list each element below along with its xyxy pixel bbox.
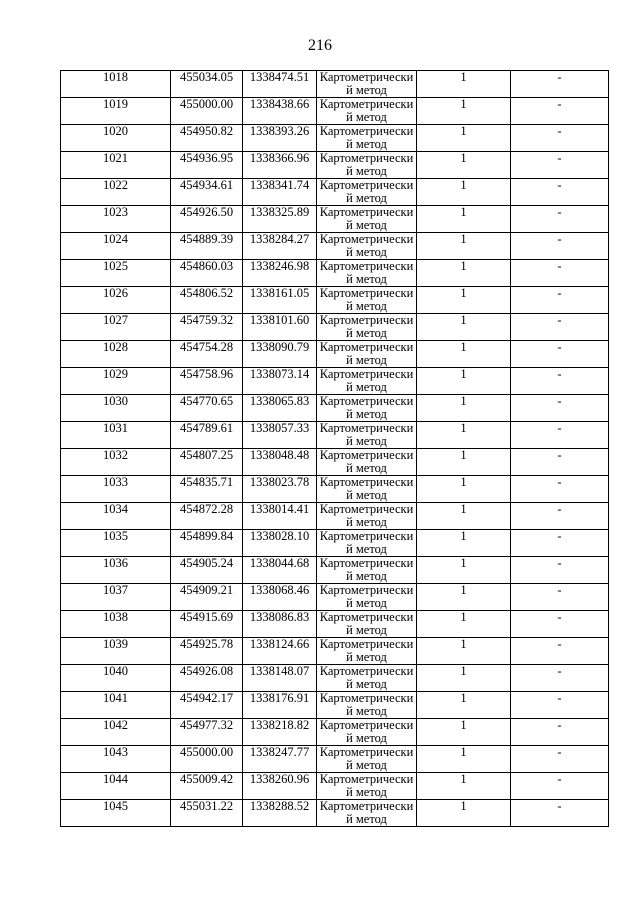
x-coordinate-cell: 454860.03 bbox=[171, 260, 243, 287]
method-text-line: й метод bbox=[346, 785, 387, 799]
method-text-line: Картометрически bbox=[319, 745, 414, 759]
table-body bbox=[61, 71, 609, 827]
table-row bbox=[61, 368, 609, 395]
method-cell bbox=[317, 503, 417, 530]
table-row bbox=[61, 125, 609, 152]
method-cell bbox=[317, 368, 417, 395]
method-text-line: й метод bbox=[346, 407, 387, 421]
method-cell bbox=[317, 611, 417, 638]
y-coordinate-cell: 1338014.41 bbox=[243, 503, 317, 530]
x-coordinate-cell: 454759.32 bbox=[171, 314, 243, 341]
description-cell: - bbox=[511, 638, 609, 665]
method-cell bbox=[317, 557, 417, 584]
point-number-cell: 1036 bbox=[61, 557, 171, 584]
x-coordinate-cell: 454770.65 bbox=[171, 395, 243, 422]
x-coordinate-cell: 455009.42 bbox=[171, 773, 243, 800]
description-cell: - bbox=[511, 287, 609, 314]
method-text-line: Картометрически bbox=[319, 637, 414, 651]
method-text-line: й метод bbox=[346, 137, 387, 151]
table-row bbox=[61, 665, 609, 692]
accuracy-cell: 1 bbox=[417, 71, 511, 98]
method-text-line: Картометрически bbox=[319, 529, 414, 543]
method-text-line: й метод bbox=[346, 731, 387, 745]
x-coordinate-cell: 454905.24 bbox=[171, 557, 243, 584]
method-text-line: й метод bbox=[346, 110, 387, 124]
description-cell: - bbox=[511, 719, 609, 746]
table-row bbox=[61, 638, 609, 665]
method-text-line: Картометрически bbox=[319, 664, 414, 678]
method-text-line: й метод bbox=[346, 461, 387, 475]
method-text-line: й метод bbox=[346, 191, 387, 205]
x-coordinate-cell: 454807.25 bbox=[171, 449, 243, 476]
x-coordinate-cell: 454806.52 bbox=[171, 287, 243, 314]
accuracy-cell: 1 bbox=[417, 692, 511, 719]
method-text-line: Картометрически bbox=[319, 286, 414, 300]
table-row bbox=[61, 692, 609, 719]
y-coordinate-cell: 1338284.27 bbox=[243, 233, 317, 260]
point-number-cell: 1025 bbox=[61, 260, 171, 287]
y-coordinate-cell: 1338148.07 bbox=[243, 665, 317, 692]
y-coordinate-cell: 1338218.82 bbox=[243, 719, 317, 746]
point-number-cell: 1027 bbox=[61, 314, 171, 341]
method-text-line: Картометрически bbox=[319, 313, 414, 327]
description-cell: - bbox=[511, 800, 609, 827]
table-row bbox=[61, 287, 609, 314]
y-coordinate-cell: 1338124.66 bbox=[243, 638, 317, 665]
method-cell bbox=[317, 233, 417, 260]
table-row bbox=[61, 422, 609, 449]
x-coordinate-cell: 454934.61 bbox=[171, 179, 243, 206]
y-coordinate-cell: 1338057.33 bbox=[243, 422, 317, 449]
table-row bbox=[61, 314, 609, 341]
method-cell bbox=[317, 287, 417, 314]
x-coordinate-cell: 454835.71 bbox=[171, 476, 243, 503]
y-coordinate-cell: 1338073.14 bbox=[243, 368, 317, 395]
point-number-cell: 1035 bbox=[61, 530, 171, 557]
x-coordinate-cell: 454758.96 bbox=[171, 368, 243, 395]
accuracy-cell: 1 bbox=[417, 584, 511, 611]
method-text-line: й метод bbox=[346, 542, 387, 556]
table-row bbox=[61, 611, 609, 638]
method-text-line: й метод bbox=[346, 353, 387, 367]
method-text-line: й метод bbox=[346, 650, 387, 664]
point-number-cell: 1022 bbox=[61, 179, 171, 206]
point-number-cell: 1020 bbox=[61, 125, 171, 152]
accuracy-cell: 1 bbox=[417, 233, 511, 260]
x-coordinate-cell: 455031.22 bbox=[171, 800, 243, 827]
table-row bbox=[61, 233, 609, 260]
table-row bbox=[61, 341, 609, 368]
x-coordinate-cell: 454942.17 bbox=[171, 692, 243, 719]
x-coordinate-cell: 455000.00 bbox=[171, 98, 243, 125]
point-number-cell: 1041 bbox=[61, 692, 171, 719]
method-text-line: Картометрически bbox=[319, 799, 414, 813]
method-text-line: й метод bbox=[346, 272, 387, 286]
description-cell: - bbox=[511, 422, 609, 449]
description-cell: - bbox=[511, 584, 609, 611]
y-coordinate-cell: 1338044.68 bbox=[243, 557, 317, 584]
description-cell: - bbox=[511, 503, 609, 530]
y-coordinate-cell: 1338068.46 bbox=[243, 584, 317, 611]
description-cell: - bbox=[511, 98, 609, 125]
accuracy-cell: 1 bbox=[417, 665, 511, 692]
method-text-line: й метод bbox=[346, 812, 387, 826]
point-number-cell: 1042 bbox=[61, 719, 171, 746]
method-cell bbox=[317, 638, 417, 665]
point-number-cell: 1037 bbox=[61, 584, 171, 611]
method-cell bbox=[317, 692, 417, 719]
accuracy-cell: 1 bbox=[417, 287, 511, 314]
description-cell: - bbox=[511, 476, 609, 503]
method-text-line: й метод bbox=[346, 758, 387, 772]
table-row bbox=[61, 800, 609, 827]
accuracy-cell: 1 bbox=[417, 341, 511, 368]
point-number-cell: 1038 bbox=[61, 611, 171, 638]
y-coordinate-cell: 1338246.98 bbox=[243, 260, 317, 287]
method-text-line: Картометрически bbox=[319, 367, 414, 381]
method-cell bbox=[317, 719, 417, 746]
y-coordinate-cell: 1338260.96 bbox=[243, 773, 317, 800]
accuracy-cell: 1 bbox=[417, 557, 511, 584]
method-text-line: Картометрически bbox=[319, 583, 414, 597]
table-row bbox=[61, 773, 609, 800]
y-coordinate-cell: 1338101.60 bbox=[243, 314, 317, 341]
method-text-line: Картометрически bbox=[319, 421, 414, 435]
table-row bbox=[61, 71, 609, 98]
table-row bbox=[61, 260, 609, 287]
description-cell: - bbox=[511, 152, 609, 179]
accuracy-cell: 1 bbox=[417, 719, 511, 746]
method-text-line: й метод bbox=[346, 515, 387, 529]
point-number-cell: 1021 bbox=[61, 152, 171, 179]
accuracy-cell: 1 bbox=[417, 773, 511, 800]
method-cell bbox=[317, 98, 417, 125]
method-text-line: й метод bbox=[346, 704, 387, 718]
accuracy-cell: 1 bbox=[417, 476, 511, 503]
method-text-line: Картометрически bbox=[319, 475, 414, 489]
method-cell bbox=[317, 152, 417, 179]
description-cell: - bbox=[511, 125, 609, 152]
description-cell: - bbox=[511, 206, 609, 233]
accuracy-cell: 1 bbox=[417, 395, 511, 422]
accuracy-cell: 1 bbox=[417, 206, 511, 233]
x-coordinate-cell: 454925.78 bbox=[171, 638, 243, 665]
method-text-line: Картометрически bbox=[319, 610, 414, 624]
x-coordinate-cell: 455000.00 bbox=[171, 746, 243, 773]
table-row bbox=[61, 557, 609, 584]
accuracy-cell: 1 bbox=[417, 530, 511, 557]
y-coordinate-cell: 1338438.66 bbox=[243, 98, 317, 125]
method-text-line: й метод bbox=[346, 326, 387, 340]
method-text-line: й метод bbox=[346, 677, 387, 691]
y-coordinate-cell: 1338366.96 bbox=[243, 152, 317, 179]
x-coordinate-cell: 454950.82 bbox=[171, 125, 243, 152]
method-text-line: Картометрически bbox=[319, 448, 414, 462]
method-text-line: Картометрически bbox=[319, 691, 414, 705]
y-coordinate-cell: 1338247.77 bbox=[243, 746, 317, 773]
method-text-line: Картометрически bbox=[319, 70, 414, 84]
method-cell bbox=[317, 476, 417, 503]
accuracy-cell: 1 bbox=[417, 746, 511, 773]
x-coordinate-cell: 454909.21 bbox=[171, 584, 243, 611]
accuracy-cell: 1 bbox=[417, 368, 511, 395]
method-text-line: й метод bbox=[346, 299, 387, 313]
table-row bbox=[61, 98, 609, 125]
accuracy-cell: 1 bbox=[417, 179, 511, 206]
method-cell bbox=[317, 746, 417, 773]
method-cell bbox=[317, 395, 417, 422]
description-cell: - bbox=[511, 179, 609, 206]
accuracy-cell: 1 bbox=[417, 422, 511, 449]
x-coordinate-cell: 454789.61 bbox=[171, 422, 243, 449]
method-cell bbox=[317, 530, 417, 557]
table-row bbox=[61, 530, 609, 557]
table-row bbox=[61, 449, 609, 476]
description-cell: - bbox=[511, 611, 609, 638]
point-number-cell: 1040 bbox=[61, 665, 171, 692]
description-cell: - bbox=[511, 71, 609, 98]
method-text-line: й метод bbox=[346, 218, 387, 232]
x-coordinate-cell: 454936.95 bbox=[171, 152, 243, 179]
method-text-line: Картометрически bbox=[319, 772, 414, 786]
page-number: 216 bbox=[308, 37, 332, 54]
method-cell bbox=[317, 179, 417, 206]
method-text-line: й метод bbox=[346, 596, 387, 610]
method-text-line: Картометрически bbox=[319, 124, 414, 138]
y-coordinate-cell: 1338288.52 bbox=[243, 800, 317, 827]
method-text-line: Картометрически bbox=[319, 394, 414, 408]
y-coordinate-cell: 1338028.10 bbox=[243, 530, 317, 557]
table-row bbox=[61, 206, 609, 233]
table-row bbox=[61, 584, 609, 611]
x-coordinate-cell: 454926.50 bbox=[171, 206, 243, 233]
method-cell bbox=[317, 314, 417, 341]
x-coordinate-cell: 454977.32 bbox=[171, 719, 243, 746]
description-cell: - bbox=[511, 368, 609, 395]
method-text-line: Картометрически bbox=[319, 340, 414, 354]
y-coordinate-cell: 1338048.48 bbox=[243, 449, 317, 476]
method-text-line: й метод bbox=[346, 164, 387, 178]
y-coordinate-cell: 1338161.05 bbox=[243, 287, 317, 314]
method-cell bbox=[317, 773, 417, 800]
method-cell bbox=[317, 449, 417, 476]
method-cell bbox=[317, 341, 417, 368]
method-text-line: й метод bbox=[346, 380, 387, 394]
accuracy-cell: 1 bbox=[417, 98, 511, 125]
point-number-cell: 1033 bbox=[61, 476, 171, 503]
x-coordinate-cell: 455034.05 bbox=[171, 71, 243, 98]
accuracy-cell: 1 bbox=[417, 800, 511, 827]
point-number-cell: 1031 bbox=[61, 422, 171, 449]
method-cell bbox=[317, 422, 417, 449]
method-text-line: й метод bbox=[346, 623, 387, 637]
method-text-line: й метод bbox=[346, 434, 387, 448]
point-number-cell: 1019 bbox=[61, 98, 171, 125]
method-text-line: Картометрически bbox=[319, 718, 414, 732]
method-text-line: Картометрически bbox=[319, 556, 414, 570]
method-text-line: Картометрически bbox=[319, 259, 414, 273]
table-row bbox=[61, 719, 609, 746]
point-number-cell: 1043 bbox=[61, 746, 171, 773]
point-number-cell: 1018 bbox=[61, 71, 171, 98]
x-coordinate-cell: 454915.69 bbox=[171, 611, 243, 638]
y-coordinate-cell: 1338023.78 bbox=[243, 476, 317, 503]
y-coordinate-cell: 1338341.74 bbox=[243, 179, 317, 206]
description-cell: - bbox=[511, 395, 609, 422]
point-number-cell: 1030 bbox=[61, 395, 171, 422]
method-cell bbox=[317, 584, 417, 611]
point-number-cell: 1032 bbox=[61, 449, 171, 476]
description-cell: - bbox=[511, 233, 609, 260]
table-row bbox=[61, 476, 609, 503]
description-cell: - bbox=[511, 773, 609, 800]
description-cell: - bbox=[511, 341, 609, 368]
description-cell: - bbox=[511, 260, 609, 287]
point-number-cell: 1034 bbox=[61, 503, 171, 530]
description-cell: - bbox=[511, 530, 609, 557]
description-cell: - bbox=[511, 665, 609, 692]
y-coordinate-cell: 1338325.89 bbox=[243, 206, 317, 233]
accuracy-cell: 1 bbox=[417, 260, 511, 287]
method-cell bbox=[317, 71, 417, 98]
description-cell: - bbox=[511, 314, 609, 341]
description-cell: - bbox=[511, 746, 609, 773]
method-cell bbox=[317, 260, 417, 287]
method-text-line: Картометрически bbox=[319, 232, 414, 246]
point-number-cell: 1023 bbox=[61, 206, 171, 233]
point-number-cell: 1024 bbox=[61, 233, 171, 260]
y-coordinate-cell: 1338065.83 bbox=[243, 395, 317, 422]
method-text-line: Картометрически bbox=[319, 502, 414, 516]
description-cell: - bbox=[511, 692, 609, 719]
table-row bbox=[61, 503, 609, 530]
accuracy-cell: 1 bbox=[417, 125, 511, 152]
x-coordinate-cell: 454926.08 bbox=[171, 665, 243, 692]
x-coordinate-cell: 454872.28 bbox=[171, 503, 243, 530]
coordinates-table bbox=[60, 70, 609, 827]
method-cell bbox=[317, 206, 417, 233]
method-text-line: Картометрически bbox=[319, 205, 414, 219]
accuracy-cell: 1 bbox=[417, 314, 511, 341]
table-row bbox=[61, 746, 609, 773]
point-number-cell: 1045 bbox=[61, 800, 171, 827]
method-text-line: й метод bbox=[346, 245, 387, 259]
x-coordinate-cell: 454754.28 bbox=[171, 341, 243, 368]
accuracy-cell: 1 bbox=[417, 503, 511, 530]
method-text-line: й метод bbox=[346, 83, 387, 97]
y-coordinate-cell: 1338474.51 bbox=[243, 71, 317, 98]
y-coordinate-cell: 1338086.83 bbox=[243, 611, 317, 638]
table-row bbox=[61, 152, 609, 179]
table-row bbox=[61, 395, 609, 422]
method-cell bbox=[317, 665, 417, 692]
description-cell: - bbox=[511, 449, 609, 476]
x-coordinate-cell: 454899.84 bbox=[171, 530, 243, 557]
y-coordinate-cell: 1338090.79 bbox=[243, 341, 317, 368]
x-coordinate-cell: 454889.39 bbox=[171, 233, 243, 260]
method-cell bbox=[317, 800, 417, 827]
method-text-line: Картометрически bbox=[319, 151, 414, 165]
description-cell: - bbox=[511, 557, 609, 584]
accuracy-cell: 1 bbox=[417, 152, 511, 179]
accuracy-cell: 1 bbox=[417, 449, 511, 476]
point-number-cell: 1039 bbox=[61, 638, 171, 665]
point-number-cell: 1044 bbox=[61, 773, 171, 800]
method-text-line: й метод bbox=[346, 488, 387, 502]
point-number-cell: 1028 bbox=[61, 341, 171, 368]
method-text-line: Картометрически bbox=[319, 97, 414, 111]
y-coordinate-cell: 1338393.26 bbox=[243, 125, 317, 152]
table-row bbox=[61, 179, 609, 206]
accuracy-cell: 1 bbox=[417, 611, 511, 638]
point-number-cell: 1026 bbox=[61, 287, 171, 314]
accuracy-cell: 1 bbox=[417, 638, 511, 665]
point-number-cell: 1029 bbox=[61, 368, 171, 395]
method-text-line: Картометрически bbox=[319, 178, 414, 192]
method-cell bbox=[317, 125, 417, 152]
method-text-line: й метод bbox=[346, 569, 387, 583]
y-coordinate-cell: 1338176.91 bbox=[243, 692, 317, 719]
